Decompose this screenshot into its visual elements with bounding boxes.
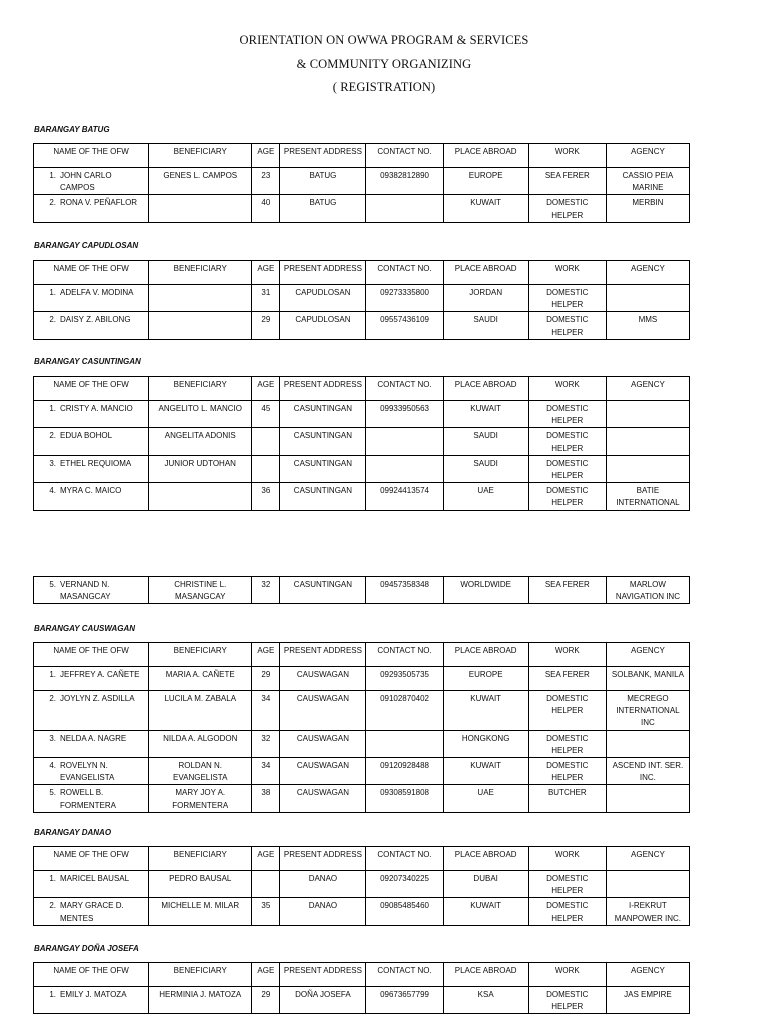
registration-table (33, 576, 690, 604)
row-number: 1. (49, 288, 56, 297)
column-header: AGE (252, 963, 280, 987)
name-cell (34, 785, 149, 812)
row-number: 3. (49, 733, 56, 743)
ofw-name: MYRA C. MAICO (60, 486, 122, 496)
table-header-row (34, 261, 690, 285)
age-cell: 29 (252, 987, 280, 1014)
row-number: 2. (49, 315, 56, 325)
column-header: AGENCY (606, 847, 689, 871)
agency-cell: JAS EMPIRE (606, 987, 689, 1014)
column-header: NAME OF THE OFW (34, 847, 149, 871)
age-cell: 40 (252, 195, 280, 222)
column-header: WORK (528, 847, 606, 871)
place-cell: SAUDI (443, 455, 528, 482)
ofw-name: ROVELYN N. EVANGELISTA (60, 761, 115, 783)
row-number: 3. (49, 458, 56, 468)
contact-cell (366, 455, 443, 482)
place-cell: SAUDI (443, 312, 528, 339)
column-header: BENEFICIARY (149, 261, 252, 285)
column-header: NAME OF THE OFW (34, 963, 149, 987)
contact-cell: 09207340225 (366, 871, 443, 898)
row-number: 1. (49, 874, 56, 883)
row-number: 1. (49, 171, 56, 180)
table-row (34, 785, 690, 812)
ofw-name: ROWELL B. FORMENTERA (60, 788, 116, 810)
table-row (34, 730, 690, 757)
address-cell: CASUNTINGAN (280, 483, 366, 510)
address-cell: CAPUDLOSAN (280, 312, 366, 339)
registration-table (33, 962, 690, 1014)
place-cell: UAE (443, 483, 528, 510)
beneficiary-cell: HERMINIA J. MATOZA (149, 987, 252, 1014)
beneficiary-cell: CHRISTINE L. MASANGCAY (149, 577, 252, 604)
work-cell: DOMESTIC HELPER (528, 898, 606, 925)
agency-cell (606, 285, 689, 312)
address-cell: DOÑA JOSEFA (280, 987, 366, 1014)
row-number: 5. (49, 788, 56, 798)
work-cell: DOMESTIC HELPER (528, 428, 606, 455)
name-cell (34, 691, 149, 731)
name-cell (34, 312, 149, 339)
column-header: CONTACT NO. (366, 963, 443, 987)
contact-cell: 09933950563 (366, 401, 443, 428)
name-cell (34, 401, 149, 428)
beneficiary-cell: MICHELLE M. MILAR (149, 898, 252, 925)
ofw-name: JOHN CARLO CAMPOS (60, 171, 112, 193)
column-header: CONTACT NO. (366, 144, 443, 168)
beneficiary-cell: MARY JOY A. FORMENTERA (149, 785, 252, 812)
row-number: 2. (49, 694, 56, 703)
name-cell (34, 195, 149, 222)
address-cell: CAPUDLOSAN (280, 285, 366, 312)
column-header: NAME OF THE OFW (34, 643, 149, 667)
column-header: PLACE ABROAD (443, 377, 528, 401)
table-row (34, 168, 690, 195)
table-row (34, 428, 690, 455)
column-header: CONTACT NO. (366, 847, 443, 871)
agency-cell (606, 401, 689, 428)
ofw-name: NELDA A. NAGRE (60, 733, 127, 743)
registration-table (33, 642, 690, 813)
barangay-label: BARANGAY CAPUDLOSAN (34, 241, 139, 250)
column-header: AGENCY (606, 963, 689, 987)
name-cell (34, 168, 149, 195)
agency-cell (606, 455, 689, 482)
age-cell (252, 455, 280, 482)
agency-cell: MMS (606, 312, 689, 339)
beneficiary-cell (149, 312, 252, 339)
address-cell: CASUNTINGAN (280, 455, 366, 482)
title-line-3: ( REGISTRATION) (332, 80, 436, 94)
registration-table (33, 143, 690, 223)
beneficiary-cell: GENES L. CAMPOS (149, 168, 252, 195)
title-line-1: ORIENTATION ON OWWA PROGRAM & SERVICES (239, 33, 529, 47)
place-cell: WORLDWIDE (443, 577, 528, 604)
column-header: WORK (528, 144, 606, 168)
column-header: PRESENT ADDRESS (280, 144, 366, 168)
column-header: AGENCY (606, 377, 689, 401)
work-cell: BUTCHER (528, 785, 606, 812)
column-header: AGE (252, 377, 280, 401)
column-header: WORK (528, 643, 606, 667)
contact-cell: 09924413574 (366, 483, 443, 510)
address-cell: DANAO (280, 898, 366, 925)
row-number: 2. (49, 901, 56, 911)
name-cell (34, 285, 149, 312)
work-cell: DOMESTIC HELPER (528, 871, 606, 898)
contact-cell: 09085485460 (366, 898, 443, 925)
address-cell: CAUSWAGAN (280, 667, 366, 691)
table-row (34, 483, 690, 510)
age-cell: 23 (252, 168, 280, 195)
work-cell: SEA FERER (528, 577, 606, 604)
column-header: CONTACT NO. (366, 643, 443, 667)
column-header: NAME OF THE OFW (34, 261, 149, 285)
place-cell: JORDAN (443, 285, 528, 312)
beneficiary-cell: MARIA A. CAÑETE (149, 667, 252, 691)
document-title (0, 30, 768, 101)
column-header: PLACE ABROAD (443, 643, 528, 667)
work-cell: DOMESTIC HELPER (528, 195, 606, 222)
table-row (34, 667, 690, 691)
table-header-row (34, 963, 690, 987)
agency-cell: MARLOW NAVIGATION INC (606, 577, 689, 604)
beneficiary-cell: ANGELITA ADONIS (149, 428, 252, 455)
ofw-name: VERNAND N. MASANGCAY (60, 580, 111, 602)
age-cell: 29 (252, 667, 280, 691)
agency-cell: ASCEND INT. SER. INC. (606, 758, 689, 785)
agency-cell (606, 785, 689, 812)
beneficiary-cell (149, 285, 252, 312)
column-header: BENEFICIARY (149, 377, 252, 401)
agency-cell (606, 730, 689, 757)
table-row (34, 312, 690, 339)
ofw-name: MARICEL BAUSAL (60, 874, 130, 883)
row-number: 4. (49, 486, 56, 496)
agency-cell: MERBIN (606, 195, 689, 222)
column-header: AGENCY (606, 261, 689, 285)
beneficiary-cell: PEDRO BAUSAL (149, 871, 252, 898)
work-cell: DOMESTIC HELPER (528, 401, 606, 428)
work-cell: SEA FERER (528, 667, 606, 691)
address-cell: CAUSWAGAN (280, 730, 366, 757)
column-header: AGE (252, 144, 280, 168)
age-cell: 34 (252, 758, 280, 785)
work-cell: DOMESTIC HELPER (528, 987, 606, 1014)
beneficiary-cell: ANGELITO L. MANCIO (149, 401, 252, 428)
column-header: CONTACT NO. (366, 261, 443, 285)
column-header: AGE (252, 261, 280, 285)
table-row (34, 455, 690, 482)
column-header: PRESENT ADDRESS (280, 643, 366, 667)
agency-cell: MECREGO INTERNATIONAL INC (606, 691, 689, 731)
age-cell: 35 (252, 898, 280, 925)
column-header: PLACE ABROAD (443, 963, 528, 987)
work-cell: DOMESTIC HELPER (528, 758, 606, 785)
name-cell (34, 483, 149, 510)
column-header: PLACE ABROAD (443, 144, 528, 168)
age-cell: 32 (252, 577, 280, 604)
contact-cell: 09557436109 (366, 312, 443, 339)
agency-cell: CASSIO PEIA MARINE (606, 168, 689, 195)
column-header: BENEFICIARY (149, 847, 252, 871)
contact-cell: 09273335800 (366, 285, 443, 312)
contact-cell (366, 730, 443, 757)
agency-cell: BATIE INTERNATIONAL (606, 483, 689, 510)
agency-cell: SOLBANK, MANILA (606, 667, 689, 691)
name-cell (34, 577, 149, 604)
beneficiary-cell: JUNIOR UDTOHAN (149, 455, 252, 482)
agency-cell (606, 871, 689, 898)
column-header: PRESENT ADDRESS (280, 847, 366, 871)
row-number: 1. (49, 404, 56, 413)
column-header: WORK (528, 377, 606, 401)
column-header: AGENCY (606, 643, 689, 667)
column-header: PRESENT ADDRESS (280, 261, 366, 285)
table-header-row (34, 144, 690, 168)
name-cell (34, 987, 149, 1014)
contact-cell: 09382812890 (366, 168, 443, 195)
place-cell: DUBAI (443, 871, 528, 898)
address-cell: CASUNTINGAN (280, 428, 366, 455)
row-number: 2. (49, 198, 56, 208)
ofw-name: JEFFREY A. CAÑETE (60, 670, 140, 679)
ofw-name: DAISY Z. ABILONG (60, 315, 131, 325)
work-cell: DOMESTIC HELPER (528, 691, 606, 731)
table-row (34, 691, 690, 731)
barangay-label: BARANGAY DANAO (34, 828, 112, 837)
column-header: PLACE ABROAD (443, 261, 528, 285)
place-cell: KUWAIT (443, 898, 528, 925)
contact-cell: 09293505735 (366, 667, 443, 691)
registration-table (33, 846, 690, 926)
table-header-row (34, 847, 690, 871)
contact-cell: 09308591808 (366, 785, 443, 812)
table-header-row (34, 643, 690, 667)
row-number: 4. (49, 761, 56, 771)
beneficiary-cell (149, 195, 252, 222)
beneficiary-cell (149, 483, 252, 510)
table-row (34, 285, 690, 312)
table-row (34, 195, 690, 222)
contact-cell: 09673657799 (366, 987, 443, 1014)
place-cell: UAE (443, 785, 528, 812)
barangay-label: BARANGAY CAUSWAGAN (34, 624, 136, 633)
table-row (34, 987, 690, 1014)
column-header: PRESENT ADDRESS (280, 377, 366, 401)
beneficiary-cell: LUCILA M. ZABALA (149, 691, 252, 731)
work-cell: SEA FERER (528, 168, 606, 195)
name-cell (34, 871, 149, 898)
beneficiary-cell: NILDA A. ALGODON (149, 730, 252, 757)
column-header: BENEFICIARY (149, 144, 252, 168)
column-header: WORK (528, 261, 606, 285)
column-header: NAME OF THE OFW (34, 377, 149, 401)
address-cell: CASUNTINGAN (280, 401, 366, 428)
agency-cell (606, 428, 689, 455)
column-header: CONTACT NO. (366, 377, 443, 401)
ofw-name: ADELFA V. MODINA (60, 288, 134, 297)
place-cell: KUWAIT (443, 401, 528, 428)
column-header: BENEFICIARY (149, 963, 252, 987)
address-cell: BATUG (280, 195, 366, 222)
row-number: 5. (49, 580, 56, 589)
table-row (34, 401, 690, 428)
column-header: AGE (252, 643, 280, 667)
work-cell: DOMESTIC HELPER (528, 483, 606, 510)
barangay-label: BARANGAY CASUNTINGAN (34, 357, 141, 366)
name-cell (34, 898, 149, 925)
ofw-name: MARY GRACE D. MENTES (60, 901, 124, 923)
place-cell: KUWAIT (443, 691, 528, 731)
registration-table (33, 260, 690, 340)
column-header: AGENCY (606, 144, 689, 168)
contact-cell (366, 195, 443, 222)
name-cell (34, 455, 149, 482)
title-line-2: & COMMUNITY ORGANIZING (296, 56, 472, 71)
address-cell: CAUSWAGAN (280, 691, 366, 731)
work-cell: DOMESTIC HELPER (528, 312, 606, 339)
age-cell: 31 (252, 285, 280, 312)
work-cell: DOMESTIC HELPER (528, 455, 606, 482)
ofw-name: CRISTY A. MANCIO (60, 404, 133, 413)
agency-cell: I-REKRUT MANPOWER INC. (606, 898, 689, 925)
name-cell (34, 730, 149, 757)
column-header: NAME OF THE OFW (34, 144, 149, 168)
table-row (34, 577, 690, 604)
column-header: WORK (528, 963, 606, 987)
place-cell: EUROPE (443, 168, 528, 195)
row-number: 1. (49, 990, 56, 999)
column-header: PLACE ABROAD (443, 847, 528, 871)
work-cell: DOMESTIC HELPER (528, 730, 606, 757)
age-cell: 36 (252, 483, 280, 510)
contact-cell: 09102870402 (366, 691, 443, 731)
ofw-name: ETHEL REQUIOMA (60, 458, 132, 468)
table-row (34, 898, 690, 925)
place-cell: KUWAIT (443, 758, 528, 785)
age-cell: 32 (252, 730, 280, 757)
work-cell: DOMESTIC HELPER (528, 285, 606, 312)
age-cell: 45 (252, 401, 280, 428)
column-header: PRESENT ADDRESS (280, 963, 366, 987)
place-cell: HONGKONG (443, 730, 528, 757)
name-cell (34, 428, 149, 455)
ofw-name: RONA V. PEÑAFLOR (60, 198, 138, 208)
address-cell: DANAO (280, 871, 366, 898)
age-cell: 38 (252, 785, 280, 812)
beneficiary-cell: ROLDAN N. EVANGELISTA (149, 758, 252, 785)
age-cell (252, 428, 280, 455)
table-row (34, 871, 690, 898)
table-header-row (34, 377, 690, 401)
address-cell: BATUG (280, 168, 366, 195)
address-cell: CAUSWAGAN (280, 785, 366, 812)
contact-cell (366, 428, 443, 455)
table-row (34, 758, 690, 785)
row-number: 2. (49, 431, 56, 441)
ofw-name: EMILY J. MATOZA (60, 990, 127, 999)
place-cell: SAUDI (443, 428, 528, 455)
address-cell: CASUNTINGAN (280, 577, 366, 604)
name-cell (34, 667, 149, 691)
age-cell: 29 (252, 312, 280, 339)
name-cell (34, 758, 149, 785)
registration-table (33, 376, 690, 511)
contact-cell: 09120928488 (366, 758, 443, 785)
contact-cell: 09457358348 (366, 577, 443, 604)
age-cell (252, 871, 280, 898)
place-cell: KSA (443, 987, 528, 1014)
place-cell: EUROPE (443, 667, 528, 691)
barangay-label: BARANGAY DOÑA JOSEFA (34, 944, 139, 953)
column-header: AGE (252, 847, 280, 871)
address-cell: CAUSWAGAN (280, 758, 366, 785)
age-cell: 34 (252, 691, 280, 731)
column-header: BENEFICIARY (149, 643, 252, 667)
place-cell: KUWAIT (443, 195, 528, 222)
barangay-label: BARANGAY BATUG (34, 125, 110, 134)
row-number: 1. (49, 670, 56, 679)
ofw-name: JOYLYN Z. ASDILLA (60, 694, 135, 703)
ofw-name: EDUA BOHOL (60, 431, 113, 441)
